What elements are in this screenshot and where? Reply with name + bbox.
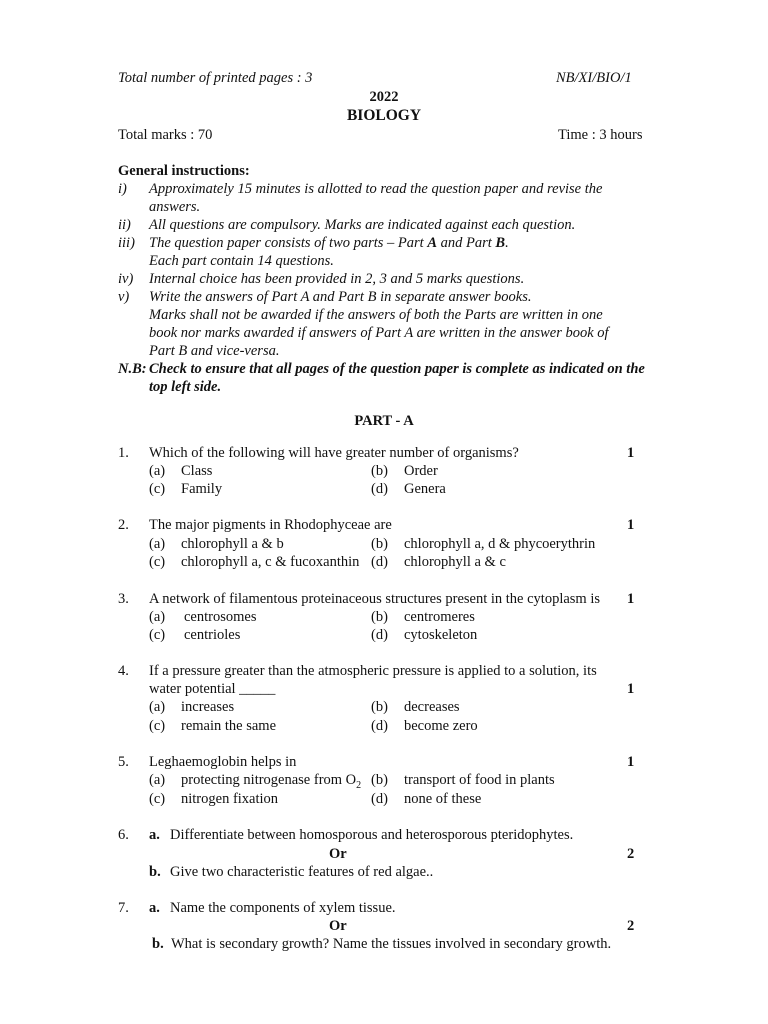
option-label: (d)	[371, 718, 388, 734]
option-label: (a)	[149, 536, 166, 552]
option-label: (d)	[371, 554, 388, 570]
part-title: PART - A	[354, 413, 414, 429]
nb-line: top left side.	[149, 379, 222, 395]
choice-label: a.	[149, 827, 160, 843]
instruction-line: answers.	[149, 199, 201, 215]
question-marks: 2	[627, 846, 635, 862]
question-marks: 2	[627, 918, 635, 934]
question-number: 4.	[118, 663, 129, 679]
time-allowed: Time : 3 hours	[558, 127, 643, 143]
instruction-line: Each part contain 14 questions.	[149, 253, 334, 269]
instruction-line: Internal choice has been provided in 2, 3 and 5 marks questions.	[149, 271, 525, 287]
instruction-line: book nor marks awarded if answers of Part A are written in the answer book of	[149, 325, 609, 341]
option-label: (b)	[371, 772, 388, 788]
question-number: 1.	[118, 445, 129, 461]
option-label: (c)	[149, 627, 166, 643]
or-separator: Or	[329, 918, 347, 934]
question-number: 5.	[118, 754, 129, 770]
instruction-line: Marks shall not be awarded if the answers of both the Parts are written in one	[149, 307, 603, 323]
option-text: increases	[181, 699, 235, 715]
option-label: (b)	[371, 609, 388, 625]
instruction-num: v)	[118, 289, 130, 305]
instruction-num: ii)	[118, 217, 131, 233]
or-separator: Or	[329, 846, 347, 862]
option-text: centromeres	[404, 609, 475, 625]
question-text: Give two characteristic features of red algae..	[170, 864, 434, 880]
total-marks: Total marks : 70	[118, 127, 213, 143]
option-text: Family	[181, 481, 223, 497]
instruction-line: Part B and vice-versa.	[149, 343, 280, 359]
question-marks: 1	[627, 445, 635, 461]
option-text: chlorophyll a & b	[181, 536, 284, 552]
instruction-num: i)	[118, 181, 127, 197]
question-text: Which of the following will have greater number of organisms?	[149, 445, 519, 461]
question-text: Name the components of xylem tissue.	[170, 900, 396, 916]
option-text: protecting nitrogenase from $O_2$	[181, 772, 362, 791]
option-label: (a)	[149, 699, 166, 715]
question-text: Leghaemoglobin helps in	[149, 754, 297, 770]
option-text: chlorophyll a, c & fucoxanthin	[181, 554, 360, 570]
question-text: What is secondary growth? Name the tissues involved in secondary growth.	[171, 936, 612, 952]
option-label: (c)	[149, 554, 166, 570]
question-text: A network of filamentous proteinaceous structures present in the cytoplasm is	[149, 591, 601, 607]
instruction-num: iv)	[118, 271, 134, 287]
option-label: (d)	[371, 627, 388, 643]
option-label: (c)	[149, 481, 166, 497]
option-label: (c)	[149, 791, 166, 807]
question-marks: 1	[627, 517, 635, 533]
choice-label: b.	[149, 864, 161, 880]
paper-code: NB/XI/BIO/1	[556, 70, 632, 86]
option-label: (b)	[371, 536, 388, 552]
option-label: (a)	[149, 463, 166, 479]
instruction-line: Write the answers of Part A and Part B in separate answer books.	[149, 289, 532, 305]
option-label: (c)	[149, 718, 166, 734]
option-text: decreases	[404, 699, 460, 715]
question-number: 2.	[118, 517, 129, 533]
option-text: cytoskeleton	[404, 627, 478, 643]
choice-label: b.	[152, 936, 164, 952]
option-text: become zero	[404, 718, 478, 734]
nb-line: Check to ensure that all pages of the question paper is complete as indicated on the	[149, 361, 645, 377]
question-number: 6.	[118, 827, 129, 843]
question-marks: 1	[627, 754, 635, 770]
option-text: nitrogen fixation	[181, 791, 279, 807]
option-text: Class	[181, 463, 213, 479]
instruction-line: Approximately 15 minutes is allotted to read the question paper and revise the	[149, 181, 603, 197]
option-text: chlorophyll a & c	[404, 554, 506, 570]
question-text: The major pigments in Rhodophyceae are	[149, 517, 392, 533]
printed-pages: Total number of printed pages : 3	[118, 70, 313, 86]
instruction-line: The question paper consists of two parts – Part A and Part B.	[149, 235, 509, 251]
question-number: 7.	[118, 900, 129, 916]
question-marks: 1	[627, 591, 635, 607]
subject-title: BIOLOGY	[346, 107, 422, 124]
option-text: transport of food in plants	[404, 772, 555, 788]
question-marks: 1	[627, 681, 635, 697]
option-label: (d)	[371, 791, 388, 807]
option-label: (a)	[149, 609, 166, 625]
option-label: (a)	[149, 772, 166, 788]
nb-label: N.B:	[118, 361, 147, 377]
option-text: Genera	[404, 481, 446, 497]
instruction-line: All questions are compulsory. Marks are indicated against each question.	[149, 217, 576, 233]
option-text: chlorophyll a, d & phycoerythrin	[404, 536, 596, 552]
option-text: none of these	[404, 791, 482, 807]
option-text: centrioles	[184, 627, 241, 643]
option-text: remain the same	[181, 718, 277, 734]
instructions-title: General instructions:	[118, 163, 250, 179]
question-text: Differentiate between homosporous and heterosporous pteridophytes.	[170, 827, 574, 843]
question-text: If a pressure greater than the atmospheric pressure is applied to a solution, its	[149, 663, 597, 679]
question-text: water potential _____	[149, 681, 276, 697]
exam-year: 2022	[369, 89, 399, 105]
instruction-num: iii)	[118, 235, 135, 251]
question-number: 3.	[118, 591, 129, 607]
option-label: (b)	[371, 699, 388, 715]
option-label: (b)	[371, 463, 388, 479]
option-text: Order	[404, 463, 438, 479]
option-label: (d)	[371, 481, 388, 497]
choice-label: a.	[149, 900, 160, 916]
option-text: centrosomes	[184, 609, 257, 625]
